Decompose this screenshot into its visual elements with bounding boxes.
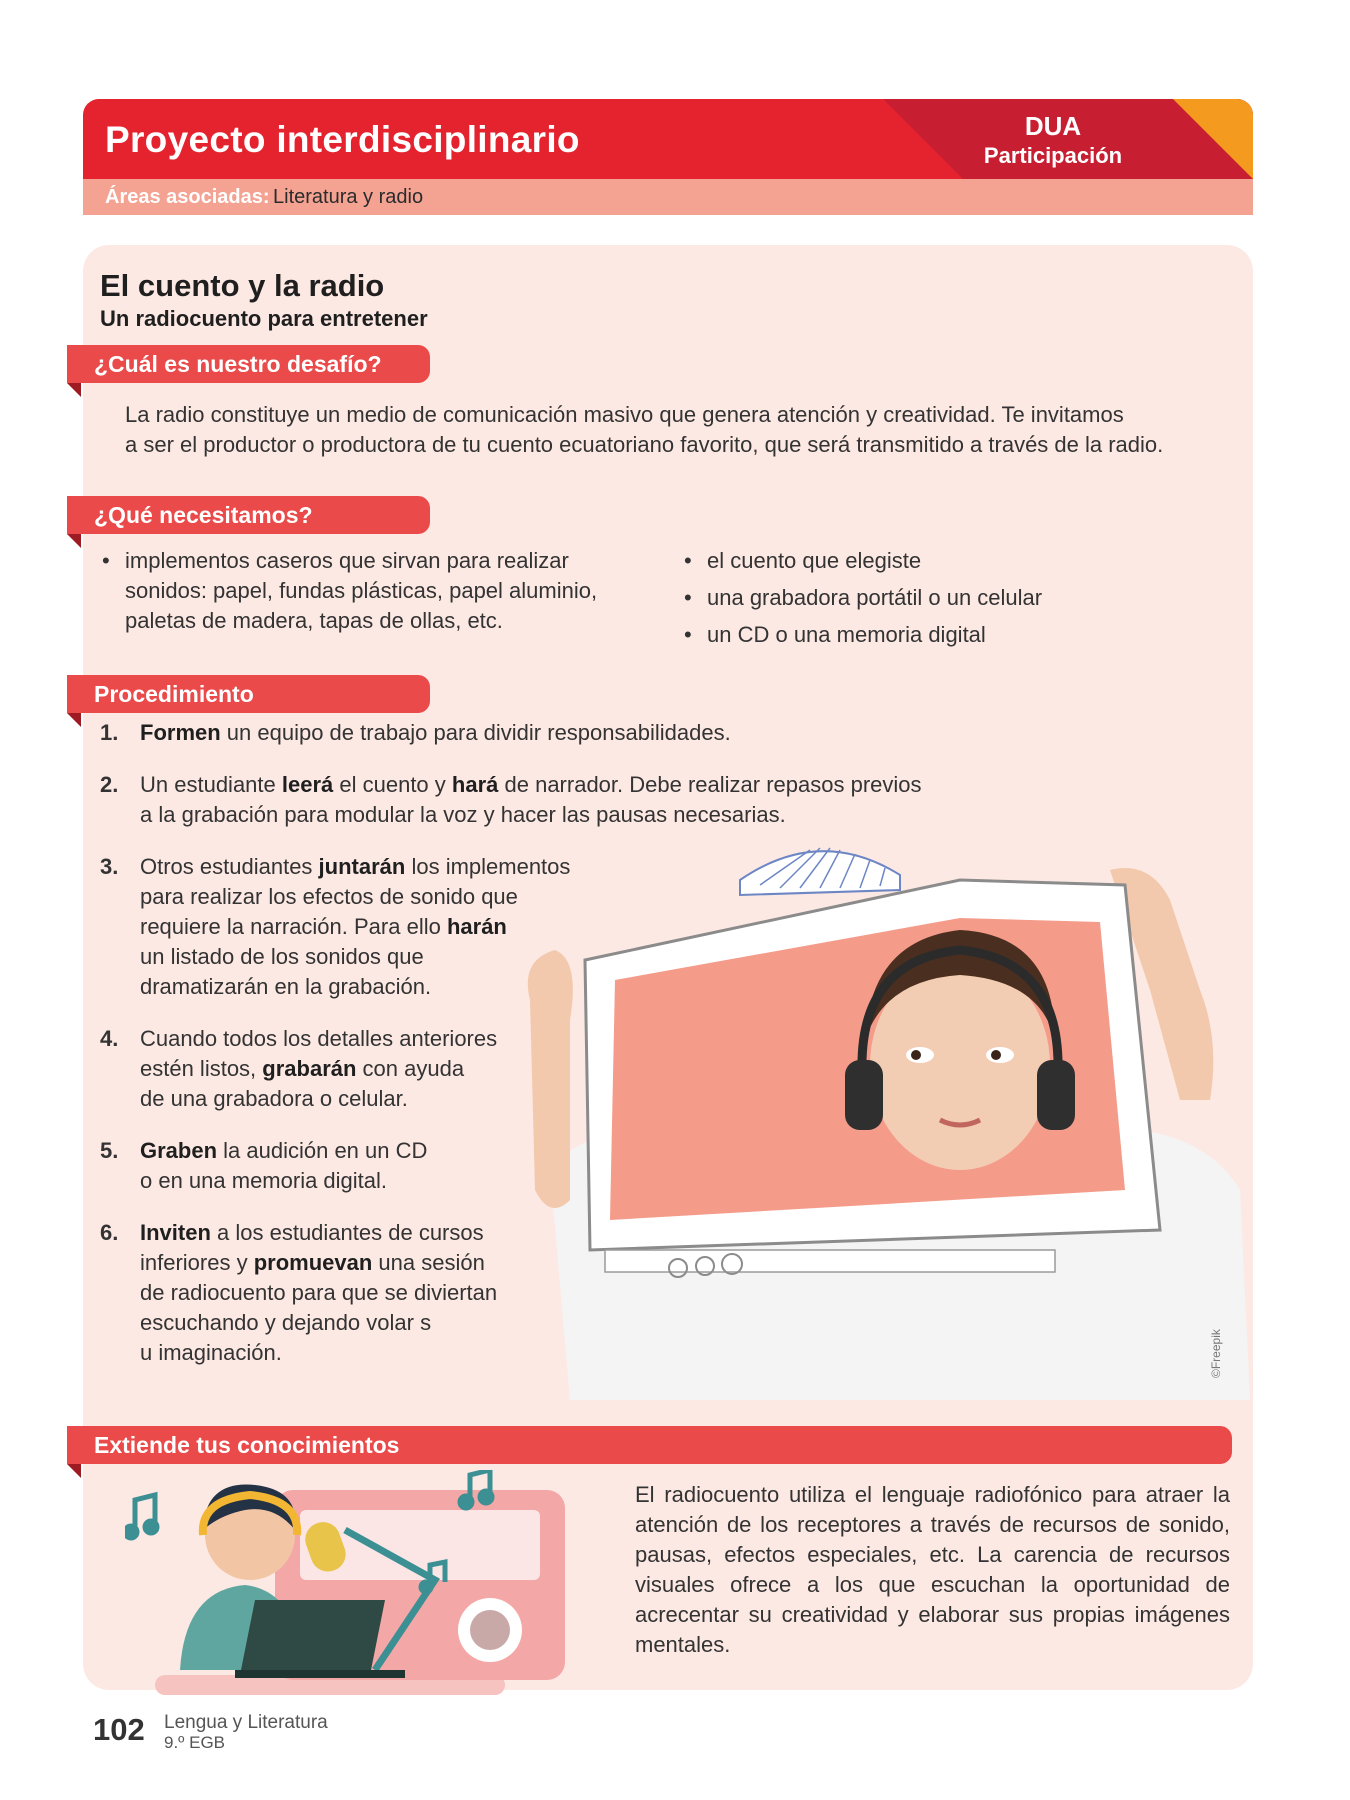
step-text: un equipo de trabajo para dividir responsabilidades. (220, 720, 731, 745)
step-item (100, 718, 960, 748)
step-item (100, 770, 960, 830)
radio-illustration (125, 1470, 595, 1695)
step-line: de una grabadora o celular. (140, 1086, 408, 1111)
step-verb: Formen (140, 720, 221, 745)
step-line: Cuando todos los detalles anteriores (140, 1026, 498, 1051)
step-text: a los estudiantes de cursos (210, 1220, 484, 1245)
header-title: Proyecto interdisciplinario (105, 119, 580, 160)
step-line: a la grabación para modular la voz y hacer las pausas necesarias. (140, 802, 786, 827)
page-subtitle: Un radiocuento para entretener (100, 306, 428, 331)
step-line (140, 1248, 960, 1278)
step-verb: leerá (281, 772, 334, 797)
page-number: 102 (93, 1712, 145, 1747)
step-text: Un estudiante (140, 772, 282, 797)
areas-bar (83, 179, 1253, 215)
step-item (100, 852, 960, 1002)
procedure-steps (100, 718, 960, 1368)
step-number: 2. (100, 772, 119, 797)
step-verb: juntarán (318, 854, 406, 879)
needs-item: • el cuento que elegiste (682, 546, 1202, 576)
step-text: los implementos (405, 854, 571, 879)
step-item (100, 1024, 960, 1114)
step-text: la audición en un CD (217, 1138, 428, 1163)
challenge-line-2: a ser el productor o productora de tu cuento ecuatoriano favorito, que será transmitido a través de la radio. (125, 432, 1164, 457)
step-text: de narrador. Debe realizar repasos previos (498, 772, 922, 797)
step-line (140, 1218, 960, 1248)
needs-heading: ¿Qué necesitamos? (67, 496, 430, 534)
step-text: inferiores y (140, 1250, 254, 1275)
challenge-line-1: La radio constituye un medio de comunicación masivo que genera atención y creatividad. Te invitamos (125, 402, 1124, 427)
step-line (140, 912, 960, 942)
step-line: un listado de los sonidos que (140, 944, 424, 969)
step-number: 5. (100, 1138, 119, 1163)
step-text: con ayuda (356, 1056, 465, 1081)
step-verb: grabarán (262, 1056, 357, 1081)
step-text: requiere la narración. Para ello (140, 914, 447, 939)
step-verb: harán (446, 914, 507, 939)
needs-item: • implementos caseros que sirvan para realizar sonidos: papel, fundas plásticas, papel aluminio, paletas de madera, tapas de ollas, etc. (100, 546, 630, 636)
procedure-heading: Procedimiento (67, 675, 430, 713)
step-number: 6. (100, 1220, 119, 1245)
step-verb: Graben (140, 1138, 218, 1163)
needs-list-left (100, 546, 630, 643)
challenge-text (125, 400, 1235, 460)
extend-heading: Extiende tus conocimientos (67, 1426, 467, 1464)
image-credit: ©Freepik (1209, 1329, 1223, 1378)
dua-title: DUA (1024, 111, 1082, 141)
dua-subtitle: Participación (983, 143, 1123, 168)
extend-text: El radiocuento utiliza el lenguaje radiofónico para atraer la atención de los receptores a través de recursos de sonido, pausas, efectos especiales, etc. La carencia de recursos visuales ofrece a los que escuchan la oportunidad de acrecentar su creatividad y elaborar sus propias imágenes mentales. (635, 1482, 1230, 1657)
step-number: 4. (100, 1026, 119, 1051)
needs-item: • un CD o una memoria digital (682, 620, 1202, 650)
step-line (140, 1136, 960, 1166)
step-text: el cuento y (333, 772, 452, 797)
step-verb: promuevan (253, 1250, 373, 1275)
step-text: Otros estudiantes (140, 854, 319, 879)
step-item (100, 1136, 960, 1196)
step-line (140, 852, 960, 882)
needs-list-right (682, 546, 1202, 657)
step-number: 3. (100, 854, 119, 879)
step-line (140, 770, 960, 800)
step-verb: Inviten (140, 1220, 211, 1245)
page-title: El cuento y la radio (100, 268, 385, 303)
step-verb: hará (451, 772, 499, 797)
footer-grade: 9.º EGB (164, 1733, 226, 1752)
step-line: de radiocuento para que se diviertan (140, 1280, 498, 1305)
footer-subject: Lengua y Literatura (164, 1712, 328, 1733)
step-line: o en una memoria digital. (140, 1168, 388, 1193)
step-number: 1. (100, 720, 119, 745)
step-line: dramatizarán en la grabación. (140, 974, 432, 999)
step-line: para realizar los efectos de sonido que (140, 884, 518, 909)
step-line (140, 1054, 960, 1084)
step-item (100, 1218, 960, 1368)
step-line: u imaginación. (140, 1340, 282, 1365)
areas-value: Literatura y radio (273, 186, 424, 208)
areas-label: Áreas asociadas: (105, 186, 270, 208)
needs-item: • una grabadora portátil o un celular (682, 583, 1202, 613)
step-line: escuchando y dejando volar s (140, 1310, 432, 1335)
step-text: estén listos, (140, 1056, 263, 1081)
project-header (83, 99, 1253, 179)
step-text: una sesión (372, 1250, 485, 1275)
challenge-heading: ¿Cuál es nuestro desafío? (67, 345, 430, 383)
